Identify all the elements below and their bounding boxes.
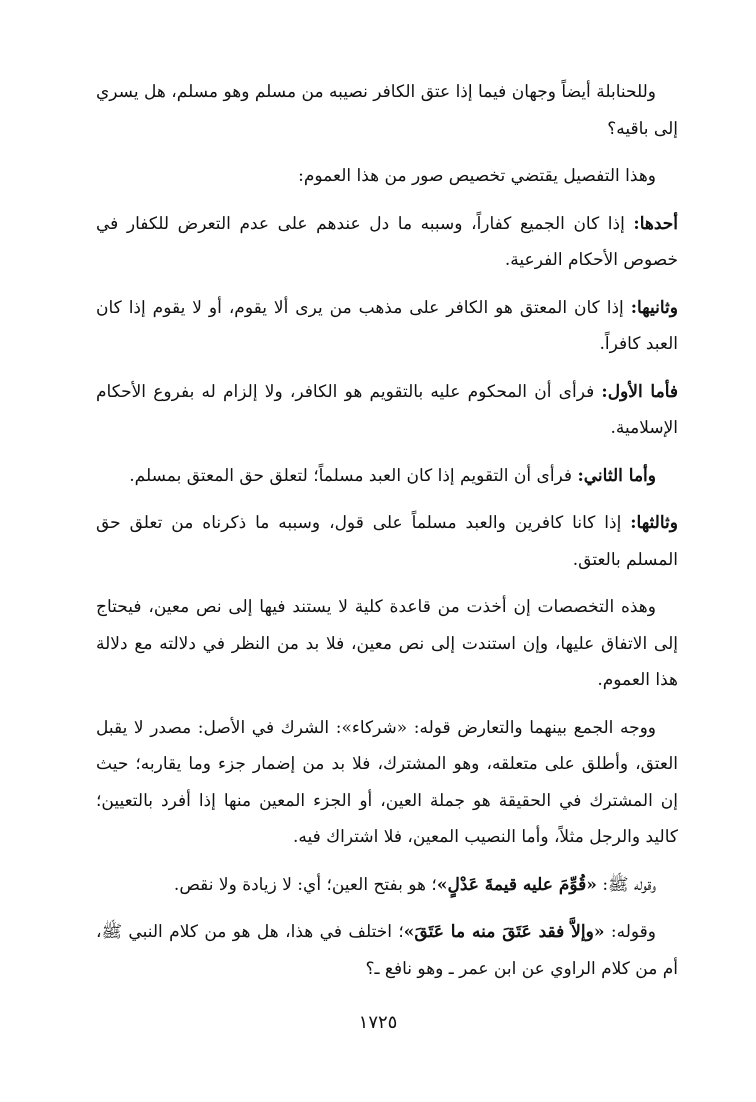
paragraph-qawwim	[96, 867, 678, 904]
paragraph-amma-alawwal	[96, 374, 678, 447]
paragraph-thalithuha	[96, 505, 678, 578]
paragraph-text: وللحنابلة أيضاً وجهان فيما إذا عتق الكافر نصيبه من مسلم وهو مسلم، هل يسري إلى باقيه؟	[96, 82, 678, 139]
paragraph-wajh-aljam	[96, 710, 678, 856]
paragraph-text: ؛ اختلف في هذا، هل هو من كلام النبي ﷺ، أم من كلام الراوي عن ابن عمر ـ وهو نافع ـ؟	[96, 922, 678, 979]
page-body	[96, 74, 678, 998]
paragraph-text: وقوله:	[604, 922, 656, 942]
paragraph-text: وهذا التفصيل يقتضي تخصيص صور من هذا العموم:	[298, 166, 656, 186]
paragraph-text: ووجه الجمع بينهما والتعارض قوله: «شركاء»: الشرك في الأصل: مصدر لا يقبل العتق، وأطلق على متعلقه، وهو المشترك، فلا بد من إضمار جزء وما يقاربه؛ حيث إن المشترك في الحقيقة هو جملة العين، أو الجزء المعين منها إذا أفرد بالتعيين؛ كاليد والرجل مثلاً، وأما النصيب المعين، فلا اشتراك فيه.	[96, 717, 678, 847]
page-number: ١٧٢٥	[358, 1012, 398, 1033]
hadith-quote: «وإلاَّ فقد عَتَقَ منه ما عَتَقَ»	[403, 922, 605, 942]
paragraph-thaniha	[96, 290, 678, 363]
paragraph-text: وقوله ﷺ:	[596, 874, 656, 895]
paragraph-lead: وأما الثاني:	[577, 465, 656, 486]
paragraph-text: وهذه التخصصات إن أخذت من قاعدة كلية لا يستند فيها إلى نص معين، فيحتاج إلى الاتفاق عليها، وإن استندت إلى نص معين، فلا بد من النظر في دلالته مع دلالة هذا العموم.	[96, 597, 678, 690]
paragraph-lead: فأما الأول:	[601, 381, 678, 402]
paragraph-lead: وثانيها:	[630, 297, 678, 318]
paragraph-text: فرأى أن المحكوم عليه بالتقويم هو الكافر، ولا إلزام له بفروع الأحكام الإسلامية.	[96, 381, 678, 438]
paragraph-text: إذا كانا كافرين والعبد مسلماً على قول، وسببه ما ذكرناه من تعلق حق المسلم بالعتق.	[96, 513, 678, 570]
paragraph-text: ؛ هو بفتح العين؛ أي: لا زيادة ولا نقص.	[173, 874, 437, 895]
hadith-quote: «قُوِّمَ عليه قيمةَ عَدْلٍ»	[436, 874, 597, 895]
paragraph-text: فرأى أن التقويم إذا كان العبد مسلماً؛ لتعلق حق المعتق بمسلم.	[129, 465, 578, 486]
paragraph-ahaduha	[96, 206, 678, 279]
paragraph-lead: أحدها:	[633, 213, 678, 234]
paragraph-text: إذا كان المعتق هو الكافر على مذهب من يرى ألا يقوم، أو لا يقوم إذا كان العبد كافراً.	[96, 297, 678, 354]
paragraph-lead: وثالثها:	[630, 513, 678, 533]
paragraph-tafsil	[96, 158, 678, 195]
paragraph-takhsisat	[96, 589, 678, 699]
paragraph-wa-illa	[96, 914, 678, 987]
paragraph-hanabila	[96, 74, 678, 147]
paragraph-text: إذا كان الجميع كفاراً، وسببه ما دل عندهم على عدم التعرض للكفار في خصوص الأحكام الفرعية.	[96, 213, 678, 270]
paragraph-amma-althani	[96, 458, 678, 495]
